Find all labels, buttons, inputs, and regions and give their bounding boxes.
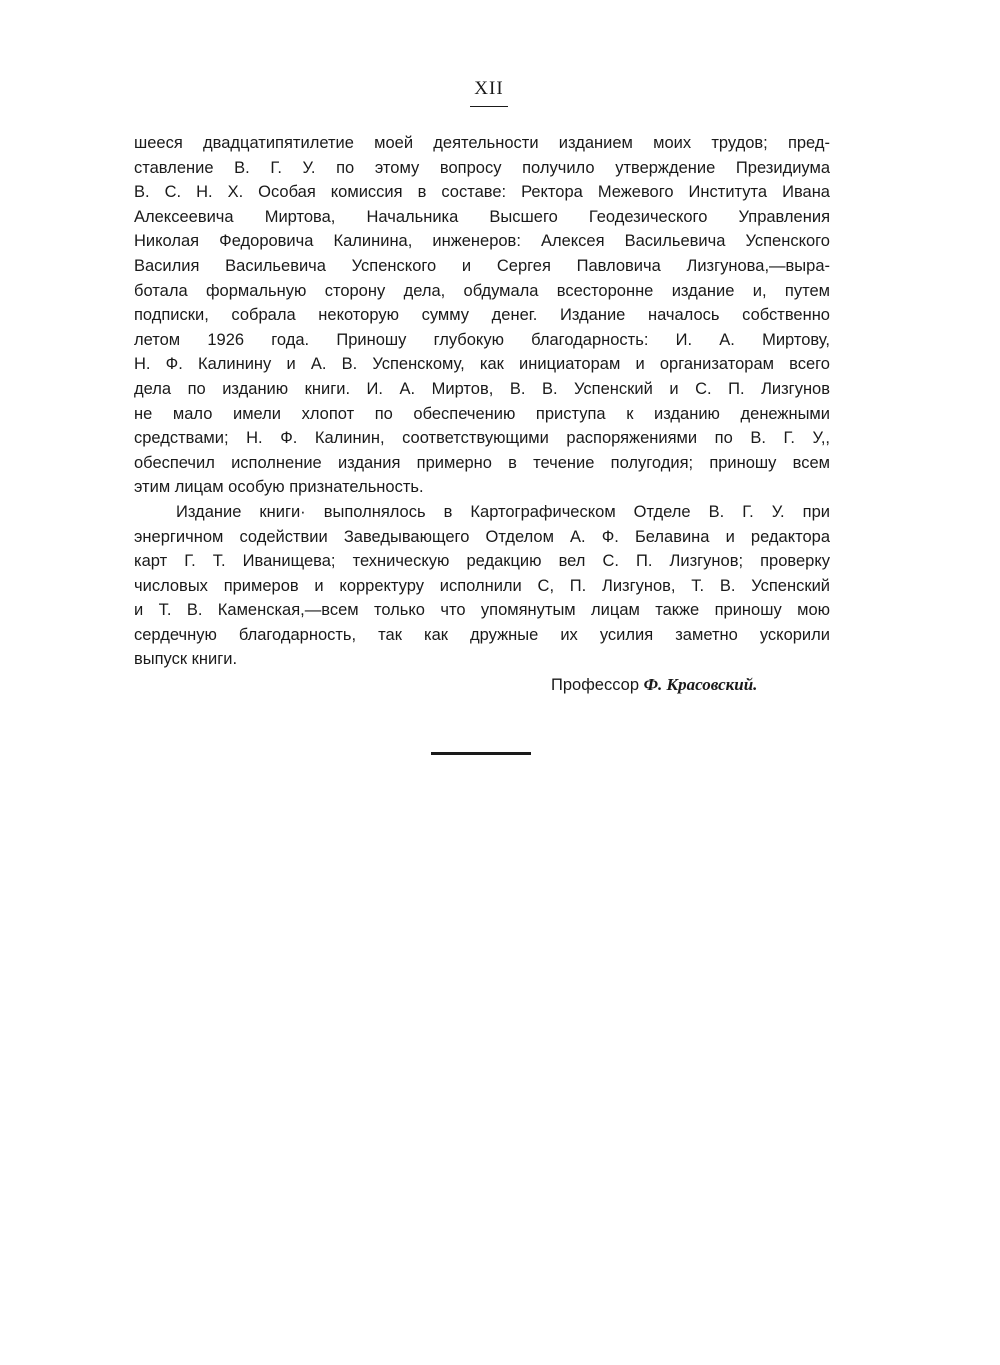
section-end-rule [431,752,531,755]
text-line: и Т. В. Каменская,—всем только что упомянутым лицам также приношу мою [134,601,830,620]
text-line: Издание книги· выполнялось в Картографическом Отделе В. Г. У. при [176,502,830,521]
text-line: ставление В. Г. У. по этому вопросу получило утверждение Президиума [134,158,830,177]
text-line: Василия Васильевича Успенского и Сергея Павловича Лизгунова,—выра- [134,256,830,275]
text-line: летом 1926 года. Приношу глубокую благодарность: И. А. Миртову, [134,330,830,349]
signature-name: Ф. Красовский. [643,675,758,694]
page-number-underline [470,106,508,107]
text-line: карт Г. Т. Иванищева; техническую редакцию вел С. П. Лизгунов; проверку [134,552,830,571]
signature [551,673,757,697]
text-line: сердечную благодарность, так как дружные их усилия заметно ускорили [134,625,830,644]
text-line: средствами; Н. Ф. Калинин, соответствующими распоряжениями по В. Г. У,, [134,429,830,448]
text-line: шееся двадцатипятилетие моей деятельности изданием моих трудов; пред- [134,134,830,152]
text-line: В. С. Н. Х. Особая комиссия в составе: Ректора Межевого Института Ивана [134,183,830,202]
signature-title: Профессор [551,676,640,694]
paragraph-1 [134,131,830,500]
text-line: энергичном содействии Заведывающего Отделом А. Ф. Белавина и редактора [134,527,830,546]
text-line: Николая Федоровича Калинина, инженеров: Алексея Васильевича Успенского [134,232,830,251]
text-line: не мало имели хлопот по обеспечению приступа к изданию денежными [134,404,830,423]
text-line: Н. Ф. Калинину и А. В. Успенскому, как инициаторам и организаторам всего [134,355,830,374]
text-line: выпуск книги. [134,650,238,669]
text-line: подписки, собрала некоторую сумму денег. Издание началось собственно [134,306,830,325]
body-text [134,131,830,672]
text-line: ботала формальную сторону дела, обдумала всесторонне издание и, путем [134,281,830,300]
text-line: этим лицам особую признательность. [134,478,424,497]
text-line: Алексеевича Миртова, Начальника Высшего Геодезического Управления [134,207,830,226]
text-line: дела по изданию книги. И. А. Миртов, В. В. Успенский и С. П. Лизгунов [134,379,830,398]
page-number: XII [474,78,504,99]
text-line: обеспечил исполнение издания примерно в течение полугодия; приношу всем [134,453,830,472]
paragraph-2 [134,500,830,672]
text-line: числовых примеров и корректуру исполнили С, П. Лизгунов, Т. В. Успенский [134,576,830,595]
